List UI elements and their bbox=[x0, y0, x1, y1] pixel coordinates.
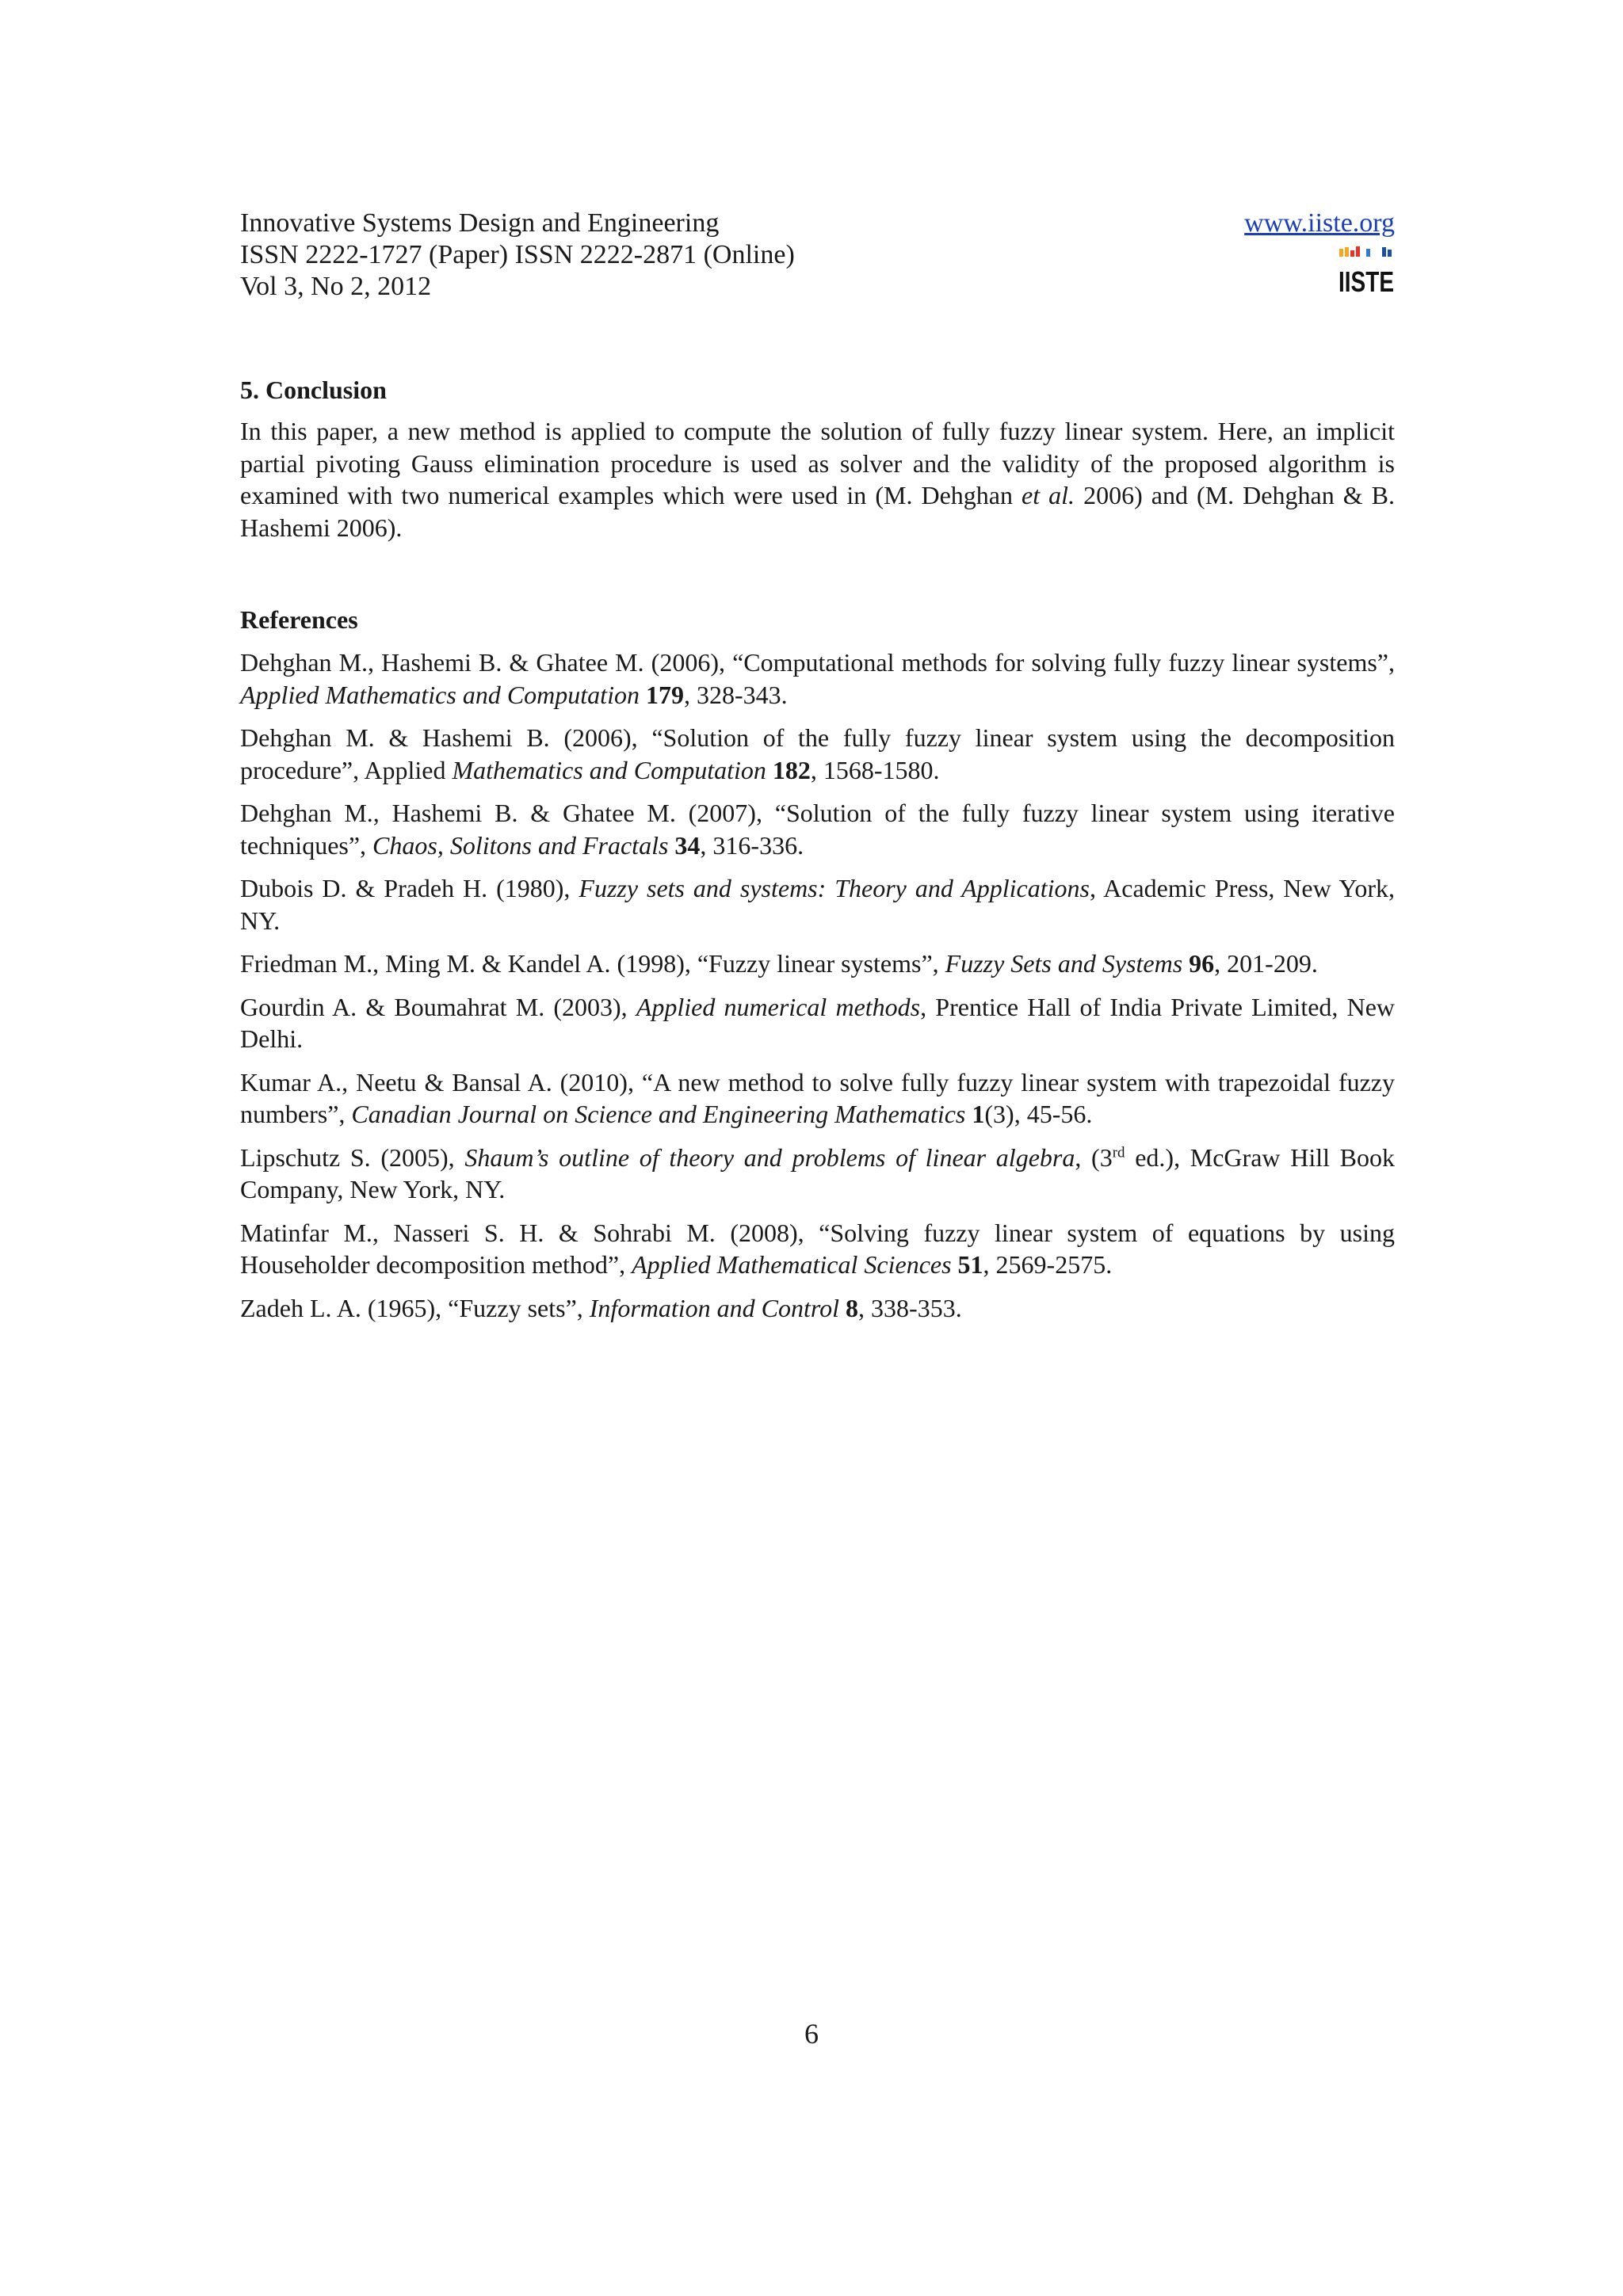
page bbox=[240, 208, 1395, 1324]
ref-source: Information and Control bbox=[589, 1293, 840, 1322]
ref-volume: 96 bbox=[1189, 949, 1215, 978]
ref-publisher: ed.), McGraw Hill Book Company, New York, NY. bbox=[240, 1142, 1396, 1203]
ref-source: Shaum’s outline of theory and problems of linear algebra bbox=[464, 1142, 1075, 1172]
journal-title: Innovative Systems Design and Engineering bbox=[240, 208, 720, 238]
ref-source: Applied Mathematics and Computation bbox=[240, 680, 640, 709]
ref-source: Mathematics and Computation bbox=[452, 755, 766, 784]
conclusion-text-1: In this paper, a new method is applied to compute the solution of fully fuzzy linear system. Here, an implicit partial pivoting Gauss elimination procedure is used as solver and the validity of the proposed algorithm is examined with two numerical examples which were used in (M. Dehghan bbox=[240, 417, 1395, 509]
ref-source: Fuzzy sets and systems: Theory and Applications bbox=[579, 874, 1090, 902]
ref-text: Gourdin A. & Boumahrat M. (2003), bbox=[240, 992, 636, 1021]
ref-source: Chaos, Solitons and Fractals bbox=[372, 830, 669, 860]
reference-item bbox=[240, 722, 1395, 786]
ref-source: Applied numerical methods bbox=[636, 992, 921, 1021]
conclusion-heading: 5. Conclusion bbox=[240, 376, 387, 404]
ref-text: Dehghan M., Hashemi B. & Ghatee M. (2007), “Solution of the fully fuzzy linear system using iterative techniques”, bbox=[240, 799, 1395, 860]
ref-volume: 51 bbox=[957, 1250, 983, 1279]
ref-source: Canadian Journal on Science and Engineering Mathematics bbox=[351, 1100, 966, 1128]
ref-pages: (3), 45-56. bbox=[984, 1100, 1093, 1128]
ref-pages: , 338-353. bbox=[858, 1293, 962, 1322]
ref-pages: , 2569-2575. bbox=[983, 1250, 1113, 1279]
ref-text: Friedman M., Ming M. & Kandel A. (1998), “Fuzzy linear systems”, bbox=[240, 949, 945, 978]
ref-volume: 1 bbox=[972, 1100, 985, 1128]
ref-volume: 34 bbox=[674, 830, 701, 860]
ref-text: Dehghan M., Hashemi B. & Ghatee M. (2006), “Computational methods for solving fully fuzzy linear systems”, bbox=[240, 648, 1395, 677]
ref-text: Dubois D. & Pradeh H. (1980), bbox=[240, 874, 579, 902]
page-header bbox=[240, 208, 1395, 311]
ref-pages: , 1568-1580. bbox=[810, 755, 940, 784]
ref-volume: 179 bbox=[645, 680, 684, 709]
ref-text: Lipschutz S. (2005), bbox=[240, 1142, 465, 1172]
conclusion-paragraph bbox=[240, 415, 1395, 543]
journal-issn: ISSN 2222-1727 (Paper) ISSN 2222-2871 (Online) bbox=[240, 240, 795, 269]
ref-text: Zadeh L. A. (1965), “Fuzzy sets”, bbox=[240, 1293, 590, 1322]
conclusion-text-2: 2006) and (M. Dehghan & B. Hashemi 2006). bbox=[240, 481, 1396, 542]
reference-item bbox=[240, 872, 1395, 936]
ref-edition-sup: rd bbox=[1112, 1143, 1125, 1161]
journal-volume: Vol 3, No 2, 2012 bbox=[240, 272, 432, 301]
conclusion-text-italic: et al. bbox=[1022, 481, 1075, 509]
ref-pages: , 316-336. bbox=[700, 830, 804, 860]
reference-item bbox=[240, 646, 1395, 711]
ref-edition: , (3 bbox=[1075, 1142, 1113, 1172]
ref-text: Matinfar M., Nasseri S. H. & Sohrabi M. (2008), “Solving fuzzy linear system of equations by using Householder decomposition method”, bbox=[240, 1218, 1395, 1279]
reference-item bbox=[240, 948, 1395, 980]
ref-volume: 182 bbox=[772, 755, 811, 784]
ref-source: Fuzzy Sets and Systems bbox=[945, 949, 1183, 978]
ref-volume: 8 bbox=[846, 1293, 859, 1322]
website-link[interactable]: www.iiste.org bbox=[1244, 208, 1395, 238]
reference-item bbox=[240, 1217, 1395, 1281]
reference-item bbox=[240, 797, 1395, 861]
reference-item bbox=[240, 1292, 1395, 1325]
iiste-logo bbox=[1338, 246, 1395, 298]
ref-source: Applied Mathematical Sciences bbox=[632, 1250, 952, 1279]
logo-text: IISTE bbox=[1338, 265, 1394, 298]
page-number: 6 bbox=[804, 2018, 819, 2050]
ref-pages: , 328-343. bbox=[683, 680, 788, 709]
ref-publisher: , Academic Press, New York, NY. bbox=[240, 874, 1396, 935]
reference-item bbox=[240, 991, 1395, 1055]
ref-publisher: , Prentice Hall of India Private Limited, New Delhi. bbox=[240, 992, 1396, 1053]
reference-item bbox=[240, 1066, 1395, 1131]
ref-text: Kumar A., Neetu & Bansal A. (2010), “A new method to solve fully fuzzy linear system with trapezoidal fuzzy numbers”, bbox=[240, 1067, 1395, 1128]
references-heading: References bbox=[240, 605, 358, 634]
journal-info bbox=[240, 208, 1395, 303]
ref-text: Dehghan M. & Hashemi B. (2006), “Solution of the fully fuzzy linear system using the decomposition procedure”, Applied bbox=[240, 723, 1395, 784]
ref-pages: , 201-209. bbox=[1214, 949, 1318, 978]
reference-item bbox=[240, 1142, 1395, 1206]
